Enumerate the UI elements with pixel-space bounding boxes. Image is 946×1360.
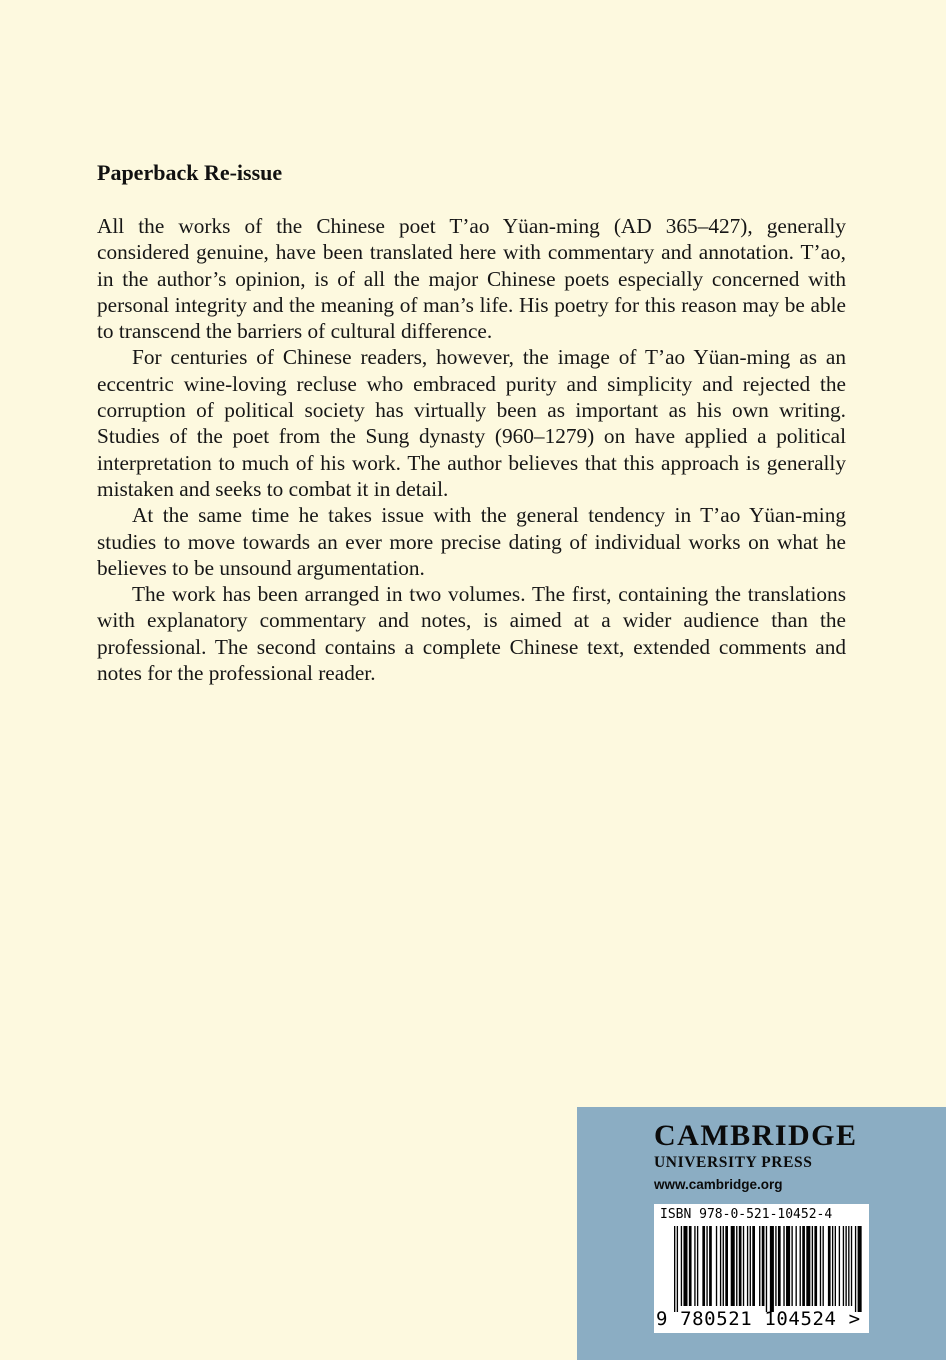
description-text xyxy=(97,213,846,686)
barcode-digits: 9 780521 104524 > xyxy=(656,1308,861,1330)
section-heading: Paperback Re-issue xyxy=(97,160,283,185)
description-paragraph-4: The work has been arranged in two volumes. The first, containing the translations with explanatory commentary and notes, is aimed at a wider audience than the professional. The second contains a complete Chinese text, extended comments and notes for the professional reader. xyxy=(97,582,846,686)
publisher-url: www.cambridge.org xyxy=(654,1177,783,1192)
description-paragraph-1: All the works of the Chinese poet T’ao Yüan-ming (AD 365–427), generally considered genuine, have been translated here with commentary and annotation. T’ao, in the author’s opinion, is of all the major Chinese poets especially concerned with personal integrity and the meaning of man’s life. His poetry for this reason may be able to transcend the barriers of cultural difference. xyxy=(97,214,846,344)
publisher-subname: UNIVERSITY PRESS xyxy=(654,1154,813,1171)
description-paragraph-3: At the same time he takes issue with the general tendency in T’ao Yüan-ming studies to move towards an ever more precise dating of individual works on what he believes to be unsound argumentation. xyxy=(97,503,846,580)
description-paragraph-2: For centuries of Chinese readers, however, the image of T’ao Yüan-ming as an eccentric wine-loving recluse who embraced purity and simplicity and rejected the corruption of political society has virtually been as important as his own writing. Studies of the poet from the Sung dynasty (960–1279) on have applied a political interpretation to much of his work. The author believes that this approach is generally mistaken and seeks to combat it in detail. xyxy=(97,345,846,501)
barcode xyxy=(654,1204,869,1333)
publisher-name: CAMBRIDGE xyxy=(654,1119,858,1152)
publisher-box xyxy=(577,1107,946,1360)
isbn-label: ISBN 978-0-521-10452-4 xyxy=(660,1207,833,1222)
